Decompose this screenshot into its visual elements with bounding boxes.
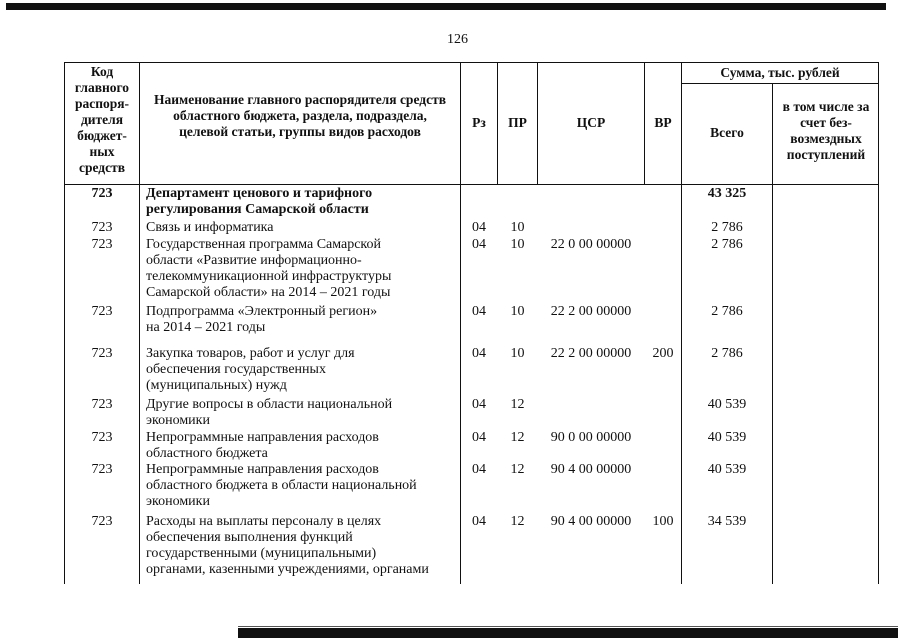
col-line-total	[772, 84, 773, 185]
cell-csr: 22 2 00 00000	[550, 304, 632, 319]
cell-pr: 12	[510, 397, 525, 412]
cell-pr: 12	[510, 462, 525, 477]
body-line-code	[139, 184, 140, 584]
scan-top-edge	[6, 3, 886, 10]
cell-csr: 22 0 00 00000	[550, 237, 632, 252]
cell-rz: 04	[472, 220, 486, 235]
body-line-right	[878, 184, 879, 584]
cell-pr: 10	[510, 346, 525, 361]
col-line-left	[64, 62, 65, 185]
cell-total: 40 539	[707, 397, 747, 412]
cell-code: 723	[91, 237, 113, 252]
cell-total: 2 786	[711, 220, 743, 235]
cell-rz: 04	[472, 514, 486, 529]
cell-pr: 12	[510, 514, 525, 529]
cell-name: Департамент ценового и тарифного регулирования Самарской области	[146, 186, 373, 217]
cell-total: 40 539	[707, 462, 747, 477]
body-line-left	[64, 184, 65, 584]
cell-code: 723	[91, 186, 113, 201]
header-vr: ВР	[654, 115, 672, 130]
col-line-code	[139, 62, 140, 185]
cell-csr: 90 4 00 00000	[550, 462, 632, 477]
cell-total: 40 539	[707, 430, 747, 445]
scan-bottom-edge	[238, 628, 898, 638]
cell-name: Государственная программа Самарской области «Развитие информационно- телекоммуникационной инфраструктуры Самарской области» на 2014 – 2021 годы	[146, 237, 392, 300]
cell-name: Непрограммные направления расходов областного бюджета в области национальной экономики	[146, 462, 417, 509]
table-border-top	[64, 62, 879, 63]
cell-csr: 22 2 00 00000	[550, 346, 632, 361]
cell-csr: 90 4 00 00000	[550, 514, 632, 529]
body-line-total	[772, 184, 773, 584]
cell-vr: 200	[652, 346, 674, 361]
cell-code: 723	[91, 462, 113, 477]
header-bottom-line	[64, 184, 879, 185]
cell-total: 2 786	[711, 304, 743, 319]
cell-name: Непрограммные направления расходов областного бюджета	[146, 430, 379, 461]
cell-csr: 90 0 00 00000	[550, 430, 632, 445]
body-line-vr	[681, 184, 682, 584]
cell-pr: 12	[510, 430, 525, 445]
cell-code: 723	[91, 304, 113, 319]
header-incl: в том числе за счет без- возмездных поступлений	[782, 99, 870, 162]
col-line-right	[878, 62, 879, 185]
cell-name: Связь и информатика	[146, 220, 274, 235]
cell-name: Закупка товаров, работ и услуг для обеспечения государственных (муниципальных) нужд	[146, 346, 355, 393]
cell-code: 723	[91, 346, 113, 361]
cell-total: 2 786	[711, 237, 743, 252]
page-number: 126	[447, 32, 468, 47]
cell-vr: 100	[652, 514, 674, 529]
cell-total: 2 786	[711, 346, 743, 361]
cell-code: 723	[91, 397, 113, 412]
header-total: Всего	[710, 125, 744, 140]
cell-rz: 04	[472, 462, 486, 477]
cell-pr: 10	[510, 220, 525, 235]
cell-total: 43 325	[707, 186, 747, 201]
header-code: Код главного распоря- дителя бюджет- ных средств	[74, 64, 130, 175]
cell-rz: 04	[472, 397, 486, 412]
cell-code: 723	[91, 514, 113, 529]
cell-code: 723	[91, 220, 113, 235]
cell-pr: 10	[510, 237, 525, 252]
cell-code: 723	[91, 430, 113, 445]
header-sum: Сумма, тыс. рублей	[720, 65, 840, 80]
header-name: Наименование главного распорядителя средств областного бюджета, раздела, подраздела, целевой статьи, группы видов расходов	[153, 92, 446, 139]
header-csr: ЦСР	[576, 115, 606, 130]
scan-bottom-rule	[238, 626, 898, 627]
cell-name: Подпрограмма «Электронный регион» на 2014 – 2021 годы	[146, 304, 378, 335]
cell-rz: 04	[472, 346, 486, 361]
sum-subheader-line	[681, 83, 879, 84]
cell-rz: 04	[472, 430, 486, 445]
body-line-name	[460, 184, 461, 584]
cell-name: Расходы на выплаты персоналу в целях обеспечения выполнения функций государственными (муниципальными) органами, казенными учреждениями, органами	[146, 514, 429, 577]
cell-pr: 10	[510, 304, 525, 319]
header-pr: ПР	[508, 115, 527, 130]
cell-rz: 04	[472, 304, 486, 319]
cell-name: Другие вопросы в области национальной экономики	[146, 397, 393, 428]
header-rz: Рз	[472, 115, 486, 130]
cell-total: 34 539	[707, 514, 747, 529]
cell-rz: 04	[472, 237, 486, 252]
